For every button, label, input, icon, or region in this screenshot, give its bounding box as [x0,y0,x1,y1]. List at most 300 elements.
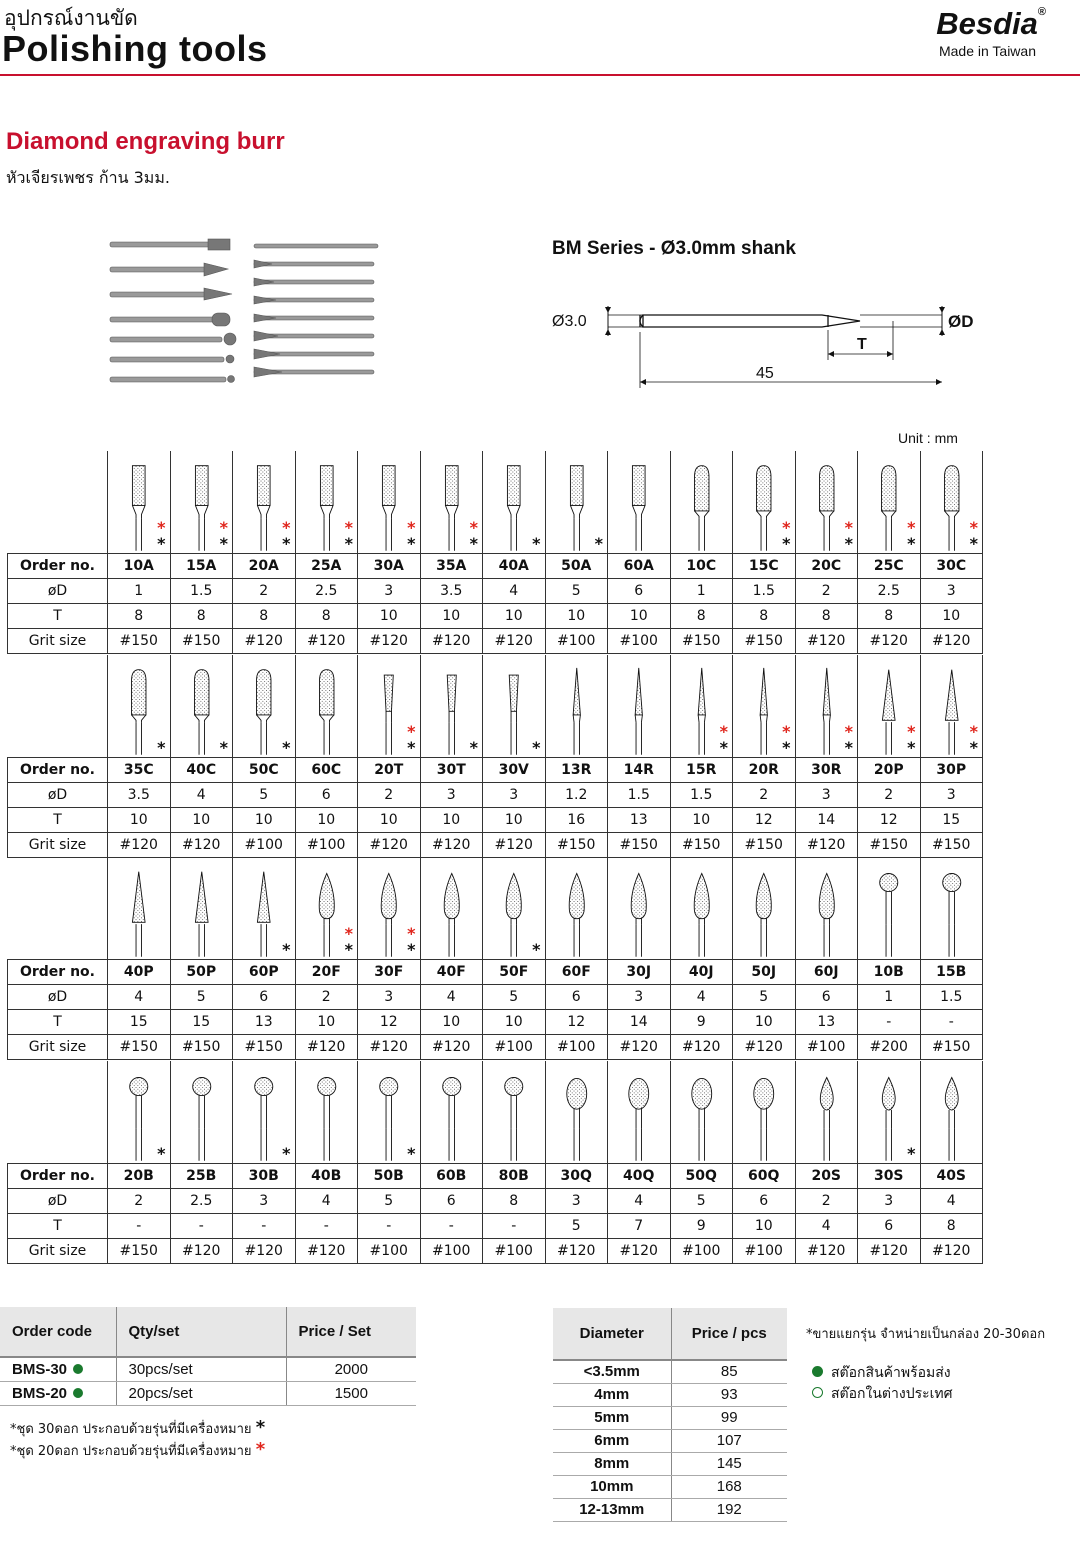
cell-grit: #120 [233,1238,296,1263]
red-star-icon: * [282,517,291,537]
tool-image-row [8,1061,983,1163]
section-title: Diamond engraving burr [6,128,285,155]
set-price: 1500 [286,1381,416,1405]
filled-dot-icon [812,1366,823,1377]
header-qty: Qty/set [116,1307,286,1357]
cell-d: 2 [295,984,358,1009]
black-star-icon: * [782,737,791,757]
black-star-icon: * [469,533,478,553]
cell-grit: #100 [483,1034,546,1059]
cell-grit: #120 [483,628,546,653]
black-star-icon: * [719,737,728,757]
cell-t: - [483,1213,546,1238]
cell-t: 12 [358,1009,421,1034]
cell-code: 20S [795,1163,858,1188]
cell-grit: #100 [670,1238,733,1263]
t-label: T [8,807,108,832]
tool-image [795,857,858,959]
black-star-icon: * [282,737,291,757]
burr-photo-left-column [110,239,236,383]
cell-code: 15R [670,757,733,782]
black-star-icon: * [844,737,853,757]
sales-note: *ขายแยกรุ่น จำหน่ายเป็นกล่อง 20-30ดอก [806,1327,1046,1342]
table-row [8,757,983,782]
cell-grit: #120 [608,1238,671,1263]
product-photo [104,232,394,400]
header-price-set: Price / Set [286,1307,416,1357]
cell-t: 13 [608,807,671,832]
cell-grit: #120 [920,628,983,653]
page-title: Polishing tools [2,28,268,69]
black-star-icon: * [844,533,853,553]
brand-name: Besdia [936,6,1038,41]
cell-d: 2 [233,578,296,603]
cell-code: 40J [670,959,733,984]
black-star-icon: * [907,533,916,553]
cell-grit: #100 [733,1238,796,1263]
cell-d: 3.5 [108,782,171,807]
cell-t: 14 [608,1009,671,1034]
black-star-icon: * [407,533,416,553]
red-star-icon: * [344,923,353,943]
cell-grit: #150 [920,832,983,857]
cell-grit: #120 [795,1238,858,1263]
cell-grit: #120 [858,628,921,653]
cell-t: - [233,1213,296,1238]
cell-grit: #150 [608,832,671,857]
black-star-icon: * [407,939,416,959]
cell-code: 30R [795,757,858,782]
set-qty: 20pcs/set [116,1381,286,1405]
cell-code: 50C [233,757,296,782]
cell-code: 20C [795,553,858,578]
table-row: 4mm 93 [553,1383,787,1406]
tool-image [420,655,483,757]
cell-code: 50F [483,959,546,984]
cell-grit: #100 [795,1034,858,1059]
table-row [8,1188,983,1213]
table-row [8,782,983,807]
cell-code: 60F [545,959,608,984]
cell-d: 6 [233,984,296,1009]
black-star-icon: * [469,737,478,757]
table-row [8,603,983,628]
table-row: 5mm 99 [553,1406,787,1429]
tool-image [858,655,921,757]
cell-t: 12 [545,1009,608,1034]
set-code: BMS-20 [12,1384,68,1402]
red-star-icon: * [844,517,853,537]
cell-d: 5 [358,1188,421,1213]
tool-image [295,1061,358,1163]
cell-d: 3 [608,984,671,1009]
cell-grit: #120 [483,832,546,857]
cell-d: 5 [545,578,608,603]
cell-d: 3 [920,782,983,807]
cell-grit: #100 [608,628,671,653]
cell-d: 2 [108,1188,171,1213]
cell-code: 20B [108,1163,171,1188]
cell-grit: #150 [545,832,608,857]
table-row [0,1357,416,1381]
red-star-icon: * [969,721,978,741]
cell-d: 4 [670,984,733,1009]
cell-grit: #150 [733,628,796,653]
red-star-icon: * [255,1439,266,1460]
cell-t: 13 [233,1009,296,1034]
tool-image [920,451,983,553]
cell-d: 4 [295,1188,358,1213]
cell-code: 10C [670,553,733,578]
diameter-label: øD [8,782,108,807]
t-length-label: T [857,336,867,353]
red-star-icon: * [907,721,916,741]
cell-grit: #120 [920,1238,983,1263]
cell-grit: #120 [170,832,233,857]
black-star-icon: * [219,533,228,553]
cell-d: 3 [420,782,483,807]
cell-t: 10 [358,807,421,832]
cell-d: 3 [233,1188,296,1213]
cell-code: 60C [295,757,358,782]
legend-in-stock: สต๊อกสินค้าพร้อมส่ง [812,1363,953,1384]
spec-table-c [7,857,983,1060]
in-stock-dot-icon [73,1388,83,1398]
red-star-icon: * [907,517,916,537]
tool-image [170,655,233,757]
cell-d: 6 [733,1188,796,1213]
cell-grit: #150 [108,628,171,653]
cell-t: 10 [670,807,733,832]
header-order-code: Order code [0,1307,116,1357]
table-row [8,578,983,603]
table-row: 12-13mm 192 [553,1498,787,1521]
black-star-icon: * [282,1143,291,1163]
table-row [8,807,983,832]
t-label: T [8,1213,108,1238]
cell-t: 10 [733,1009,796,1034]
diameter-label: øD [8,578,108,603]
tool-image [920,1061,983,1163]
tool-image [858,857,921,959]
cell-code: 35A [420,553,483,578]
cell-code: 15C [733,553,796,578]
cell-grit: #120 [420,1034,483,1059]
tool-image [795,451,858,553]
black-star-icon: * [255,1417,266,1438]
cell-code: 15A [170,553,233,578]
tool-image [920,857,983,959]
cell-d: 3.5 [420,578,483,603]
tool-image [233,857,296,959]
cell-code: 60B [420,1163,483,1188]
cell-d: 6 [608,578,671,603]
table-row [8,1009,983,1034]
tool-image [295,451,358,553]
cell-t: 8 [920,1213,983,1238]
tip-diameter-label: ØD [948,312,974,331]
cell-t: 8 [858,603,921,628]
cell-code: 40Q [608,1163,671,1188]
tool-image [108,451,171,553]
cell-d: 2 [358,782,421,807]
tool-image [670,857,733,959]
cell-code: 40P [108,959,171,984]
cell-code: 60P [233,959,296,984]
header-divider [0,74,1080,76]
red-star-icon: * [782,721,791,741]
cell-code: 60A [608,553,671,578]
cell-d: 5 [733,984,796,1009]
cell-grit: #120 [733,1034,796,1059]
cell-t: 16 [545,807,608,832]
tool-image [358,1061,421,1163]
black-star-icon: * [969,737,978,757]
red-star-icon: * [407,923,416,943]
cell-d: 2 [733,782,796,807]
tool-image [420,857,483,959]
cell-t: - [295,1213,358,1238]
cell-t: 10 [420,1009,483,1034]
cell-t: 10 [483,807,546,832]
cell-code: 50B [358,1163,421,1188]
red-star-icon: * [469,517,478,537]
tool-image [358,655,421,757]
cell-grit: #120 [608,1034,671,1059]
cell-d: 3 [483,782,546,807]
cell-code: 20R [733,757,796,782]
cell-d: 2 [795,1188,858,1213]
tool-image [608,1061,671,1163]
black-star-icon: * [782,533,791,553]
cell-grit: #100 [483,1238,546,1263]
black-star-icon: * [907,737,916,757]
cell-code: 40A [483,553,546,578]
cell-d: 4 [608,1188,671,1213]
cell-code: 14R [608,757,671,782]
tool-image [733,655,796,757]
cell-code: 30P [920,757,983,782]
red-star-icon: * [407,517,416,537]
legend-overseas: สต๊อกในต่างประเทศ [812,1384,953,1405]
t-label: T [8,1009,108,1034]
black-star-icon: * [157,1143,166,1163]
tool-image [858,451,921,553]
tool-image [795,655,858,757]
cell-d: 3 [358,984,421,1009]
tool-image [420,1061,483,1163]
cell-grit: #150 [108,1034,171,1059]
table-row: 10mm 168 [553,1475,787,1498]
cell-grit: #120 [858,1238,921,1263]
cell-code: 30J [608,959,671,984]
cell-code: 60J [795,959,858,984]
shank-diagram [548,290,998,400]
price-per-piece-table [553,1308,787,1522]
diameter-label: øD [8,984,108,1009]
cell-grit: #150 [670,832,733,857]
red-star-icon: * [719,721,728,741]
cell-t: 10 [733,1213,796,1238]
set-notes [10,1418,265,1462]
cell-code: 15B [920,959,983,984]
cell-t: 10 [295,807,358,832]
cell-t: 15 [170,1009,233,1034]
cell-t: 10 [170,807,233,832]
cell-code: 40B [295,1163,358,1188]
cell-code: 40F [420,959,483,984]
tool-image [483,1061,546,1163]
cell-code: 50A [545,553,608,578]
cell-t: 5 [545,1213,608,1238]
cell-code: 50P [170,959,233,984]
tool-image [420,451,483,553]
red-star-icon: * [844,721,853,741]
burr-photo-right-column [254,244,378,377]
cell-d: 6 [545,984,608,1009]
cell-d: 2.5 [170,1188,233,1213]
cell-t: 6 [858,1213,921,1238]
cell-grit: #150 [858,832,921,857]
tool-image [295,655,358,757]
cell-t: - [920,1009,983,1034]
cell-t: 15 [920,807,983,832]
tool-image [358,451,421,553]
tool-image [233,655,296,757]
cell-d: 1.5 [170,578,233,603]
black-star-icon: * [407,1143,416,1163]
cell-grit: #150 [170,1034,233,1059]
stock-legend [812,1363,953,1405]
cell-t: 14 [795,807,858,832]
cell-d: 5 [170,984,233,1009]
cell-grit: #120 [358,628,421,653]
tool-image [108,857,171,959]
cell-d: 1 [108,578,171,603]
cell-t: 12 [733,807,796,832]
tool-image [545,655,608,757]
cell-t: 9 [670,1009,733,1034]
t-label: T [8,603,108,628]
spec-table-b [7,655,983,858]
table-row [8,984,983,1009]
cell-d: 3 [795,782,858,807]
cell-d: 3 [858,1188,921,1213]
table-row [8,1213,983,1238]
cell-code: 40S [920,1163,983,1188]
cell-grit: #120 [795,832,858,857]
cell-grit: #120 [358,1034,421,1059]
cell-grit: #120 [420,832,483,857]
black-star-icon: * [532,533,541,553]
table-row [0,1381,416,1405]
section-subtitle: หัวเจียรเพชร ก้าน 3มม. [6,168,170,187]
grit-label: Grit size [8,1034,108,1059]
cell-t: 8 [233,603,296,628]
cell-grit: #120 [358,832,421,857]
tool-image [670,451,733,553]
cell-grit: #120 [108,832,171,857]
black-star-icon: * [157,533,166,553]
cell-d: 1 [670,578,733,603]
cell-code: 20A [233,553,296,578]
cell-t: 10 [420,603,483,628]
cell-t: 10 [608,603,671,628]
thai-category-title: อุปกรณ์งานขัด [4,6,138,30]
order-no-label: Order no. [8,553,108,578]
cell-t: 13 [795,1009,858,1034]
table-row [8,1238,983,1263]
price-header [553,1308,787,1360]
cell-d: 3 [920,578,983,603]
tool-image [483,655,546,757]
cell-d: 2 [858,782,921,807]
cell-grit: #100 [358,1238,421,1263]
cell-grit: #100 [420,1238,483,1263]
cell-grit: #120 [295,1034,358,1059]
black-star-icon: * [407,737,416,757]
set-price: 2000 [286,1357,416,1381]
cell-t: 10 [483,1009,546,1034]
tool-image [545,857,608,959]
table-row [8,1034,983,1059]
cell-t: 8 [670,603,733,628]
cell-code: 25A [295,553,358,578]
shank-diameter-label: Ø3.0 [552,313,587,330]
spec-table-d [7,1061,983,1264]
cell-t: 10 [233,807,296,832]
tool-image [358,857,421,959]
cell-d: 2 [795,578,858,603]
cell-code: 30V [483,757,546,782]
cell-d: 1.5 [670,782,733,807]
black-star-icon: * [532,737,541,757]
tool-image [170,1061,233,1163]
cell-d: 1.5 [608,782,671,807]
set-qty: 30pcs/set [116,1357,286,1381]
set-order-table [0,1307,416,1406]
cell-code: 30C [920,553,983,578]
cell-t: 8 [295,603,358,628]
red-star-icon: * [344,517,353,537]
cell-t: 4 [795,1213,858,1238]
tool-image [733,1061,796,1163]
cell-t: 15 [108,1009,171,1034]
header-diameter: Diameter [553,1308,671,1360]
tool-image [608,655,671,757]
black-star-icon: * [157,737,166,757]
tool-image [920,655,983,757]
header-price-pcs: Price / pcs [671,1308,787,1360]
cell-grit: #120 [233,628,296,653]
tool-image [108,1061,171,1163]
cell-d: 8 [483,1188,546,1213]
cell-code: 30F [358,959,421,984]
order-no-label: Order no. [8,757,108,782]
cell-grit: #120 [295,628,358,653]
table-row [8,553,983,578]
cell-d: 6 [420,1188,483,1213]
red-star-icon: * [969,517,978,537]
tool-image [670,1061,733,1163]
cell-code: 20P [858,757,921,782]
hollow-dot-icon [812,1387,823,1398]
black-star-icon: * [907,1143,916,1163]
table-row [8,1163,983,1188]
cell-grit: #120 [795,628,858,653]
made-in-label: Made in Taiwan [938,43,1036,59]
black-star-icon: * [594,533,603,553]
